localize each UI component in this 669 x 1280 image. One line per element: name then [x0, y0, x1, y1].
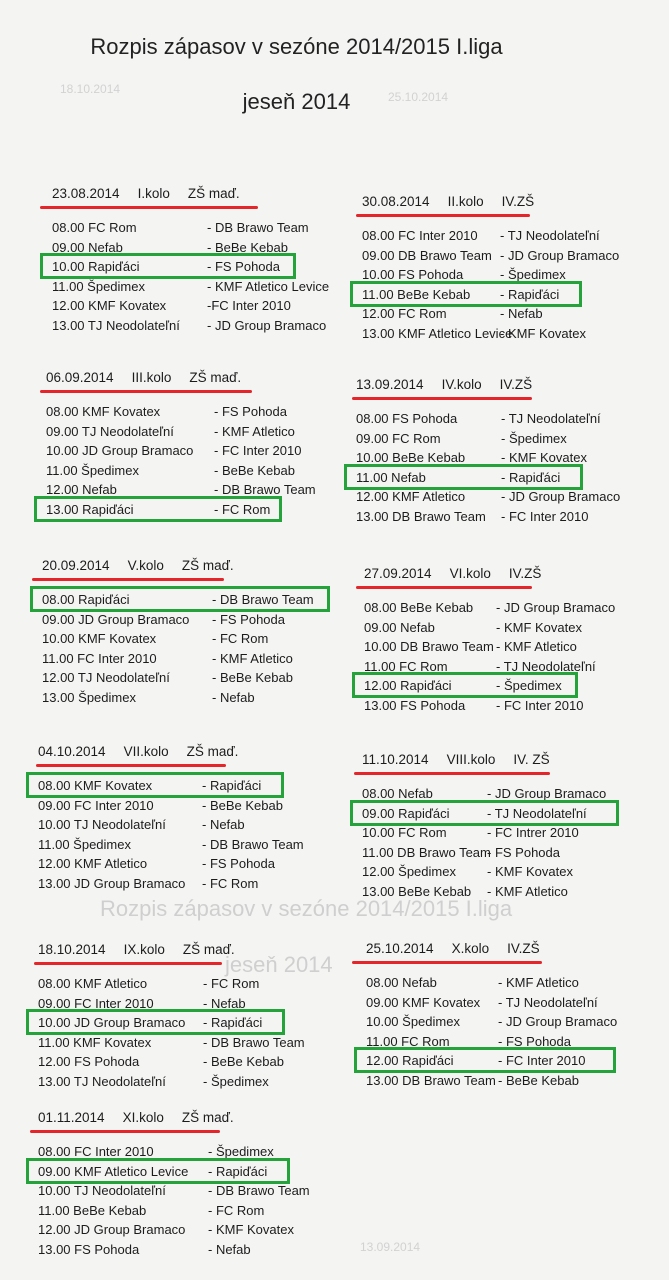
round-venue: ZŠ maď.: [187, 186, 240, 201]
match-home: 09.00 Rapiďáci: [362, 805, 450, 821]
round-venue: ZŠ maď.: [189, 370, 242, 385]
match-row: [46, 461, 295, 480]
match-away: - FC Inter 2010: [496, 697, 584, 713]
match-home: 13.00 DB Brawo Team: [356, 508, 486, 524]
red-underline: [356, 586, 532, 589]
match-away: - KMF Atletico: [498, 975, 579, 990]
match-away: - Špedimex: [496, 678, 562, 693]
match-row: [38, 974, 260, 993]
match-away: - FS Pohoda: [202, 856, 275, 871]
match-row: [38, 1240, 251, 1259]
round-date: 01.11.2014: [38, 1110, 105, 1125]
match-away: - Špedimex: [500, 267, 566, 282]
match-away: - FC Inter 2010: [214, 443, 302, 458]
match-away: - JD Group Bramaco: [501, 489, 621, 504]
match-home: 11.00 Nefab: [356, 469, 426, 485]
round-header: [356, 377, 550, 392]
round-number: X.kolo: [451, 941, 490, 956]
bleed-through-title: Rozpis zápasov v sezóne 2014/2015 I.liga: [100, 896, 513, 921]
round-header: [366, 941, 558, 956]
match-away: - DB Brawo Team: [208, 1183, 310, 1198]
match-home: 08.00 Nefab: [366, 975, 437, 990]
match-home: 10.00 JD Group Bramaco: [38, 1015, 186, 1030]
highlight-box: [26, 1009, 285, 1035]
match-home: 12.00 KMF Atletico: [38, 856, 148, 871]
match-away: - FS Pohoda: [498, 1033, 571, 1049]
round-number: XI.kolo: [122, 1110, 164, 1125]
match-row: [38, 1072, 269, 1091]
match-row: [356, 429, 567, 448]
match-away: - TJ Neodolateľní: [500, 228, 600, 243]
round-venue: ZŠ maď.: [181, 1110, 234, 1125]
match-away: - TJ Neodolateľní: [498, 994, 598, 1010]
match-away: - BeBe Kebab: [212, 670, 293, 685]
match-row: [42, 688, 255, 707]
match-away: - DB Brawo Team: [202, 836, 304, 852]
match-row: [362, 843, 560, 862]
round-header: [46, 370, 259, 385]
round-number: III.kolo: [131, 370, 172, 385]
round-venue: IV.ZŠ: [499, 377, 533, 392]
round-number: VII.kolo: [123, 744, 169, 759]
match-row: [38, 874, 259, 893]
match-away: - DB Brawo Team: [207, 220, 309, 235]
match-away: - TJ Neodolateľní: [487, 805, 587, 821]
red-underline: [352, 961, 542, 964]
round-header: [38, 1110, 252, 1125]
match-away: - Rapiďáci: [208, 1163, 268, 1179]
match-home: 12.00 JD Group Bramaco: [38, 1222, 186, 1237]
red-underline: [34, 962, 222, 965]
round-header: [364, 566, 559, 581]
match-away: - JD Group Bramaco: [496, 600, 616, 615]
match-away: - KMF Kovatex: [501, 450, 587, 465]
match-home: 12.00 KMF Atletico: [356, 489, 466, 504]
match-row: [366, 1071, 579, 1090]
match-away: - KMF Atletico: [496, 639, 577, 654]
match-home: 08.00 FC Inter 2010: [38, 1144, 154, 1159]
match-away: - BeBe Kebab: [207, 239, 288, 255]
match-row: [46, 422, 295, 441]
match-row: [362, 246, 620, 265]
match-home: 10.00 KMF Kovatex: [42, 631, 157, 646]
match-away: - JD Group Bramaco: [207, 317, 327, 333]
match-home: 13.00 TJ Neodolateľní: [52, 317, 180, 333]
red-underline: [30, 1130, 220, 1133]
match-home: 11.00 DB Brawo Team: [362, 844, 491, 860]
match-row: [52, 316, 327, 335]
round-header: [362, 194, 552, 209]
match-home: 12.00 FS Pohoda: [38, 1054, 140, 1069]
round-venue: ZŠ maď.: [181, 558, 234, 573]
round-date: 13.09.2014: [356, 377, 424, 392]
match-row: [362, 882, 568, 901]
match-away: - BeBe Kebab: [498, 1072, 579, 1088]
match-home: 12.00 FC Rom: [362, 306, 447, 321]
match-row: [356, 409, 601, 428]
match-home: 13.00 JD Group Bramaco: [38, 875, 186, 891]
round-date: 18.10.2014: [38, 942, 106, 957]
match-row: [38, 854, 275, 873]
round-venue: IV. ZŠ: [513, 752, 550, 767]
match-home: 11.00 BeBe Kebab: [362, 286, 471, 302]
match-home: 12.00 Nefab: [46, 482, 117, 497]
match-home: 11.00 BeBe Kebab: [38, 1202, 147, 1218]
match-row: [38, 1033, 305, 1052]
round-date: 11.10.2014: [362, 752, 429, 767]
match-away: - FC Inter 2010: [501, 508, 589, 524]
match-home: 11.00 FC Rom: [366, 1033, 450, 1049]
round-venue: ZŠ maď.: [182, 942, 235, 957]
match-away: - KMF Kovatex: [500, 325, 586, 341]
match-away: - Rapiďáci: [203, 1015, 263, 1030]
round-number: VIII.kolo: [446, 752, 496, 767]
page-subtitle: jeseň 2014: [242, 89, 351, 114]
match-row: [364, 598, 616, 617]
match-row: [46, 402, 287, 421]
match-home: 13.00 FS Pohoda: [364, 697, 466, 713]
match-row: [42, 610, 285, 629]
match-row: [356, 487, 621, 506]
match-away: - Nefab: [202, 817, 245, 832]
match-away: - KMF Atletico: [212, 650, 293, 666]
round-venue: IV.ZŠ: [508, 566, 542, 581]
round-number: II.kolo: [447, 194, 484, 209]
match-home: 12.00 Rapiďáci: [364, 678, 452, 693]
match-home: 11.00 FC Rom: [364, 658, 448, 674]
match-home: 08.00 FC Inter 2010: [362, 228, 478, 243]
match-home: 09.00 FC Inter 2010: [38, 797, 154, 813]
round-number: IV.kolo: [441, 377, 482, 392]
match-away: - KMF Atletico: [214, 423, 295, 439]
match-home: 10.00 TJ Neodolateľní: [38, 1183, 166, 1198]
match-home: 08.00 FC Rom: [52, 220, 137, 235]
match-home: 09.00 Nefab: [52, 239, 123, 255]
round-date: 23.08.2014: [52, 186, 120, 201]
match-away: - Rapiďáci: [202, 778, 262, 793]
round-number: V.kolo: [127, 558, 164, 573]
match-row: [362, 862, 573, 881]
match-row: [38, 815, 245, 834]
match-home: 13.00 FS Pohoda: [38, 1241, 140, 1257]
highlight-box: [40, 253, 296, 279]
match-away: - FS Pohoda: [207, 259, 280, 274]
match-home: 13.00 DB Brawo Team: [366, 1072, 496, 1088]
match-home: 10.00 DB Brawo Team: [364, 639, 494, 654]
match-away: - Nefab: [500, 306, 543, 321]
match-row: [362, 823, 579, 842]
match-away: - KMF Kovatex: [208, 1222, 294, 1237]
match-home: 13.00 Špedimex: [42, 689, 136, 705]
round-date: 27.09.2014: [364, 566, 432, 581]
match-away: - Nefab: [212, 689, 255, 705]
match-home: 09.00 DB Brawo Team: [362, 247, 492, 263]
match-home: 10.00 JD Group Bramaco: [46, 443, 194, 458]
match-home: 12.00 TJ Neodolateľní: [42, 670, 170, 685]
match-away: - KMF Kovatex: [496, 619, 582, 635]
match-row: [38, 835, 304, 854]
red-underline: [40, 390, 252, 393]
highlight-box: [350, 281, 582, 307]
match-away: - TJ Neodolateľní: [501, 411, 601, 426]
match-away: - FC Rom: [208, 1202, 265, 1218]
match-away: - FC Rom: [212, 631, 269, 646]
match-away: - FS Pohoda: [214, 404, 287, 419]
match-home: 09.00 TJ Neodolateľní: [46, 423, 174, 439]
round-date: 20.09.2014: [42, 558, 110, 573]
match-row: [38, 1220, 294, 1239]
match-away: - FC Inter 2010: [498, 1053, 586, 1068]
match-row: [42, 668, 293, 687]
match-home: 10.00 TJ Neodolateľní: [38, 817, 166, 832]
match-home: 13.00 KMF Atletico Levice: [362, 325, 513, 341]
match-row: [364, 618, 582, 637]
match-home: 10.00 FS Pohoda: [362, 267, 464, 282]
match-row: [52, 277, 330, 296]
match-away: - Špedimex: [203, 1073, 269, 1089]
match-away: - BeBe Kebab: [214, 462, 295, 478]
match-away: - DB Brawo Team: [214, 482, 316, 497]
match-home: 12.00 KMF Kovatex: [52, 298, 167, 313]
match-home: 13.00 TJ Neodolateľní: [38, 1073, 166, 1089]
bleed-through-text: 13.09.2014: [360, 1240, 421, 1254]
match-home: 10.00 Špedimex: [366, 1014, 460, 1029]
match-row: [38, 1052, 284, 1071]
match-row: [362, 324, 586, 343]
match-away: - JD Group Bramaco: [498, 1014, 618, 1029]
match-row: [366, 973, 579, 992]
highlight-box: [350, 800, 619, 826]
match-home: 09.00 FC Inter 2010: [38, 995, 154, 1011]
match-away: - KMF Kovatex: [487, 864, 573, 879]
match-home: 08.00 KMF Atletico: [38, 976, 148, 991]
match-row: [364, 696, 584, 715]
match-away: - DB Brawo Team: [203, 1034, 305, 1050]
match-row: [38, 1181, 310, 1200]
highlight-box: [26, 1158, 290, 1184]
match-row: [46, 441, 302, 460]
match-home: 08.00 KMF Kovatex: [38, 778, 153, 793]
match-row: [362, 226, 600, 245]
match-away: - DB Brawo Team: [212, 592, 314, 607]
match-home: 11.00 Špedimex: [46, 462, 139, 478]
match-row: [356, 507, 589, 526]
highlight-box: [344, 464, 583, 490]
match-away: - Nefab: [208, 1241, 251, 1257]
match-home: 11.00 FC Inter 2010: [42, 650, 157, 666]
match-away: -FC Inter 2010: [207, 298, 291, 313]
match-away: - Nefab: [203, 995, 246, 1011]
match-row: [364, 637, 577, 656]
match-away: - Rapiďáci: [501, 469, 561, 485]
match-home: 11.00 KMF Kovatex: [38, 1034, 152, 1050]
match-home: 13.00 BeBe Kebab: [362, 883, 472, 899]
match-row: [42, 649, 293, 668]
round-header: [362, 752, 568, 767]
round-header: [38, 942, 253, 957]
match-away: - BeBe Kebab: [202, 797, 283, 813]
match-away: - FS Pohoda: [212, 611, 285, 627]
match-home: 09.00 KMF Kovatex: [366, 994, 481, 1010]
match-home: 08.00 BeBe Kebab: [364, 600, 474, 615]
round-date: 06.09.2014: [46, 370, 114, 385]
highlight-box: [352, 672, 578, 698]
match-row: [366, 993, 598, 1012]
page-title: Rozpis zápasov v sezóne 2014/2015 I.liga: [90, 34, 503, 59]
round-venue: ZŠ maď.: [186, 744, 239, 759]
match-away: - FC Rom: [203, 976, 260, 991]
match-home: 11.00 Špedimex: [38, 836, 131, 852]
match-row: [366, 1012, 618, 1031]
match-away: - TJ Neodolateľní: [496, 658, 596, 674]
match-away: - Rapiďáci: [500, 286, 560, 302]
match-home: 08.00 FS Pohoda: [356, 411, 458, 426]
round-date: 30.08.2014: [362, 194, 430, 209]
round-header: [42, 558, 252, 573]
match-row: [52, 218, 309, 237]
match-row: [38, 796, 283, 815]
round-number: IX.kolo: [123, 942, 165, 957]
bleed-through-text: 25.10.2014: [388, 90, 449, 104]
match-home: 09.00 JD Group Bramaco: [42, 611, 190, 627]
match-away: - Špedimex: [501, 430, 567, 446]
round-number: I.kolo: [137, 186, 170, 201]
round-number: VI.kolo: [449, 566, 491, 581]
match-home: 11.00 Špedimex: [52, 278, 145, 294]
match-home: 08.00 KMF Kovatex: [46, 404, 161, 419]
red-underline: [36, 764, 226, 767]
match-row: [38, 1201, 265, 1220]
match-away: - JD Group Bramaco: [500, 247, 620, 263]
red-underline: [32, 578, 224, 581]
round-venue: IV.ZŠ: [501, 194, 535, 209]
match-away: - FC Intrer 2010: [487, 825, 579, 840]
match-away: - FS Pohoda: [487, 844, 560, 860]
red-underline: [352, 397, 532, 400]
round-date: 04.10.2014: [38, 744, 106, 759]
match-home: 12.00 Špedimex: [362, 864, 456, 879]
round-date: 25.10.2014: [366, 941, 434, 956]
match-away: - Špedimex: [208, 1144, 274, 1159]
highlight-box: [30, 586, 330, 612]
bleed-through-text: 18.10.2014: [60, 82, 121, 96]
match-home: 09.00 Nefab: [364, 619, 435, 635]
match-home: 10.00 BeBe Kebab: [356, 450, 466, 465]
match-home: 13.00 Rapiďáci: [46, 501, 134, 517]
highlight-box: [26, 772, 284, 798]
match-home: 10.00 Rapiďáci: [52, 259, 140, 274]
match-home: 12.00 Rapiďáci: [366, 1053, 454, 1068]
red-underline: [354, 772, 550, 775]
match-away: - FC Rom: [202, 875, 259, 891]
match-row: [362, 304, 543, 323]
match-home: 08.00 Nefab: [362, 786, 433, 801]
match-away: - KMF Atletico Levice: [207, 278, 330, 294]
match-row: [42, 629, 269, 648]
round-header: [52, 186, 258, 201]
match-home: 09.00 FC Rom: [356, 430, 441, 446]
red-underline: [40, 206, 258, 209]
match-away: - BeBe Kebab: [203, 1054, 284, 1069]
match-away: - FC Rom: [214, 501, 271, 517]
highlight-box: [34, 496, 282, 522]
bleed-through-subtitle: jeseň 2014: [225, 952, 333, 977]
highlight-box: [354, 1047, 616, 1073]
round-venue: IV.ZŠ: [507, 941, 540, 956]
match-away: - JD Group Bramaco: [487, 786, 607, 801]
match-home: 09.00 KMF Atletico Levice: [38, 1163, 189, 1179]
match-away: - KMF Atletico: [487, 883, 568, 899]
match-home: 10.00 FC Rom: [362, 825, 447, 840]
round-header: [38, 744, 256, 759]
match-row: [52, 296, 291, 315]
red-underline: [356, 214, 530, 217]
match-home: 08.00 Rapiďáci: [42, 592, 130, 607]
